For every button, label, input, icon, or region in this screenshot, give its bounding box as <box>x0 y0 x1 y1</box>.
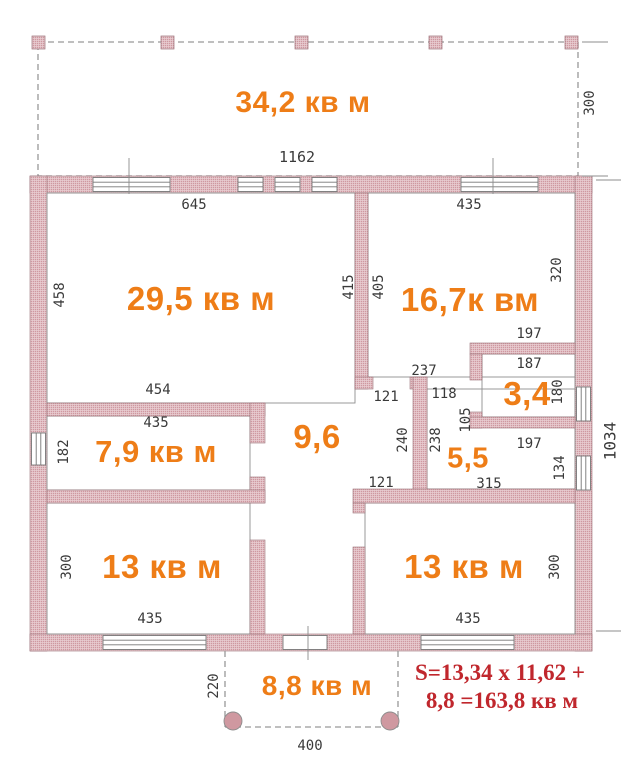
dim-435-bottom-left: 435 <box>137 611 163 627</box>
dim-121-upper: 121 <box>373 389 399 405</box>
dim-435-bedroom-small: 435 <box>143 415 169 431</box>
dim-458: 458 <box>52 282 68 308</box>
porch-area-label: 8,8 кв м <box>261 670 373 701</box>
dim-300-left: 300 <box>59 554 75 580</box>
dim-300-right: 300 <box>547 554 563 580</box>
dim-1162: 1162 <box>278 148 316 166</box>
dim-121-lower: 121 <box>368 475 394 491</box>
dim-320: 320 <box>549 257 565 283</box>
dim-197-bath: 197 <box>516 436 542 452</box>
terrace-area-label: 34,2 кв м <box>235 86 371 119</box>
dim-415: 415 <box>341 274 357 300</box>
total-area-formula-line2: 8,8 =163,8 кв м <box>425 688 579 713</box>
dim-435-kitchen: 435 <box>456 197 482 213</box>
bedroom-right-area-label: 13 кв м <box>404 548 524 585</box>
dim-315: 315 <box>476 476 502 492</box>
total-area-formula-line1: S=13,34 x 11,62 + <box>415 660 585 685</box>
dim-220: 220 <box>206 673 222 699</box>
living-room-area-label: 29,5 кв м <box>126 280 276 317</box>
dim-400: 400 <box>297 738 323 754</box>
dim-187: 187 <box>516 356 542 372</box>
hall-area-label: 9,6 <box>293 418 341 455</box>
bedroom-small-area-label: 7,9 кв м <box>95 434 217 469</box>
dim-454: 454 <box>145 382 171 398</box>
dim-180: 180 <box>550 379 566 405</box>
dim-240: 240 <box>395 427 411 453</box>
dim-1034: 1034 <box>600 421 620 461</box>
bedroom-left-area-label: 13 кв м <box>102 548 222 585</box>
pantry-area-label: 3,4 <box>503 375 551 412</box>
dim-182: 182 <box>56 439 72 465</box>
dim-300-terrace: 300 <box>582 90 598 116</box>
dim-435-bottom-right: 435 <box>455 611 481 627</box>
bathroom-area-label: 5,5 <box>447 442 489 475</box>
dim-238: 238 <box>428 427 444 453</box>
kitchen-area-label: 16,7к вм <box>400 281 540 318</box>
dim-405: 405 <box>371 274 387 300</box>
dim-237: 237 <box>411 363 437 379</box>
dim-118: 118 <box>431 386 457 402</box>
dim-105: 105 <box>458 407 474 433</box>
dim-197-top: 197 <box>516 326 542 342</box>
dim-645: 645 <box>181 197 207 213</box>
dim-134: 134 <box>552 455 568 481</box>
